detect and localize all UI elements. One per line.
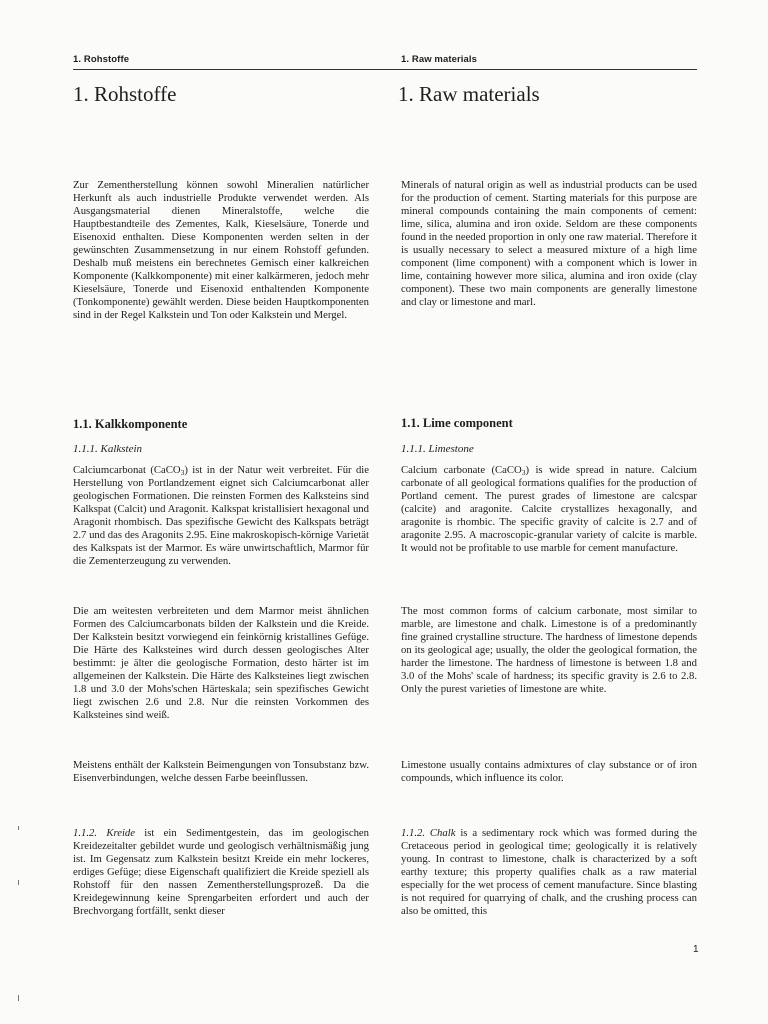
section-heading-english: 1.1. Lime component (401, 416, 513, 430)
paragraph-admixtures-german: Meistens enthält der Kalkstein Beimengungen von Tonsubstanz bzw. Eisenverbindungen, welche dessen Farbe beeinflussen. (73, 759, 369, 785)
running-head-left: 1. Rohstoffe (73, 54, 130, 65)
paragraph-admixtures-english: Limestone usually contains admixtures of clay substance or of iron compounds, which influence its color. (401, 759, 697, 785)
scan-mark (18, 880, 19, 885)
header-rule (73, 69, 697, 70)
scan-mark (18, 995, 19, 1001)
scan-mark (18, 826, 19, 830)
paragraph-chalk-german: 1.1.2. Kreide ist ein Sedimentgestein, das im geologischen Kreidezeitalter gebildet wurde und geologisch verhältnismäßig jung ist. Im Gegensatz zum Kalkstein besitzt Kreide ein mehr lockeres, erdiges Gefüge; diese Eigenschaft qualifiziert die Kreide speziell als Rohstoff für den nassen Zementherstellungsprozeß. Da die Kreidegewinnung keine Sprengarbeiten erfordert und auch der Brechvorgang fortfällt, senkt dieser (73, 827, 369, 918)
section-heading-german: 1.1. Kalkkomponente (73, 417, 188, 431)
paragraph-limestone-forms-english: The most common forms of calcium carbonate, most similar to marble, are limestone and chalk. Limestone is of a predominantly fine grained crystalline structure. The hardness of limestone depends on its geological age; usually, the older the geological formation, the harder the limestone. The hardness of limestone is between 1.8 and 3.0 of the Mohs' scale of hardness; its specific gravity is 2.6 to 2.8. Only the purest varieties of limestone are white. (401, 605, 697, 696)
subsection-heading-german: 1.1.1. Kalkstein (73, 443, 143, 455)
paragraph-limestone-forms-german: Die am weitesten verbreiteten und dem Marmor meist ähnlichen Formen des Calciumcarbonats bilden der Kalkstein und die Kreide. Der Kalkstein besitzt vorwiegend ein feinkörnig kristallines Gefüge. Die Härte des Kalksteines wird durch dessen geologisches Alter bestimmt: je älter die geologische Formation, desto härter ist im allgemeinen der Kalkstein. Die Härte des Kalksteines liegt zwischen 1.8 und 3.0 der Mohs'schen Härteskala; sein spezifisches Gewicht liegt zwischen 2.6 und 2.8. Nur die reinsten Vorkommen des Kalksteines sind weiß. (73, 605, 369, 722)
paragraph-chalk-english: 1.1.2. Chalk is a sedimentary rock which was formed during the Cretaceous period in geological time; geologically it is relatively young. In contrast to limestone, chalk is characterized by a soft earthy texture; this property qualifies chalk as a raw material especially for the wet process of cement manufacture. Since blasting is not required for quarrying of chalk, and the crushing process can also be omitted, this (401, 827, 697, 918)
chapter-title-english: 1. Raw materials (398, 82, 540, 106)
chapter-title-german: 1. Rohstoffe (73, 82, 177, 106)
intro-paragraph-german: Zur Zementherstellung können sowohl Mineralien natürlicher Herkunft als auch industrielle Produkte verwendet werden. Als Ausgangsmaterial dienen Mineralstoffe, welche die Hauptbestandteile des Zementes, Kalk, Kieselsäure, Tonerde und Eisenoxid enthalten. Diese Komponenten werden selten in der gewünschten Zusammensetzung in nur einem Rohstoff gefunden. Deshalb muß meistens ein berechnetes Gemisch einer kalkreichen Komponente (Kalkkomponente) mit einer kalkärmeren, jedoch mehr Kieselsäure, Tonerde und Eisenoxid enthaltenden Komponente (Tonkomponente) gewählt werden. Diese beiden Hauptkomponenten sind in der Regel Kalkstein und Ton oder Kalkstein und Mergel. (73, 179, 369, 322)
intro-paragraph-english: Minerals of natural origin as well as industrial products can be used for the production of cement. Starting materials for this purpose are mineral compounds containing the main components of cement: lime, silica, alumina and iron oxide. Seldom are these components found in the needed proportion in only one raw material. Therefore it is usually necessary to select a measured mixture of a high lime component (lime component) with a component which is lower in lime, containing however more silica, alumina and iron oxide (clay component). These two main components are generally limestone and clay or limestone and marl. (401, 179, 697, 309)
subsection-heading-english: 1.1.1. Limestone (401, 443, 474, 455)
paragraph-calcium-carbonate-german: Calciumcarbonat (CaCO$_3$) ist in der Natur weit verbreitet. Für die Herstellung von Portlandzement eignet sich Calciumcarbonat aller geologischen Formationen. Die reinsten Formen des Kalksteins sind Kalkspat (Calcit) und Aragonit. Kalkspat kristallisiert hexagonal und Aragonit rhombisch. Das spezifische Gewicht des Kalkspats beträgt 2.7 und das des Aragonits 2.95. Eine makroskopisch-körnige Varietät des Kalkspats ist der Marmor. Es wäre unwirtschaftlich, Marmor für die Zementerzeugung zu verwenden. (73, 464, 369, 568)
page-number: 1 (693, 944, 699, 955)
running-head-right: 1. Raw materials (401, 54, 478, 65)
paragraph-calcium-carbonate-english: Calcium carbonate (CaCO$_3$) is wide spread in nature. Calcium carbonate of all geological formations qualifies for the production of Portland cement. The purest grades of limestone are calcspar (calcite) and aragonite. Calcite crystallizes hexagonally, and aragonite is rhombic. The specific gravity of calcite is 2.7 and of aragonite 2.95. A macroscopic-granular variety of calcite is marble. It would not be profitable to use marble for cement manufacture. (401, 464, 697, 555)
